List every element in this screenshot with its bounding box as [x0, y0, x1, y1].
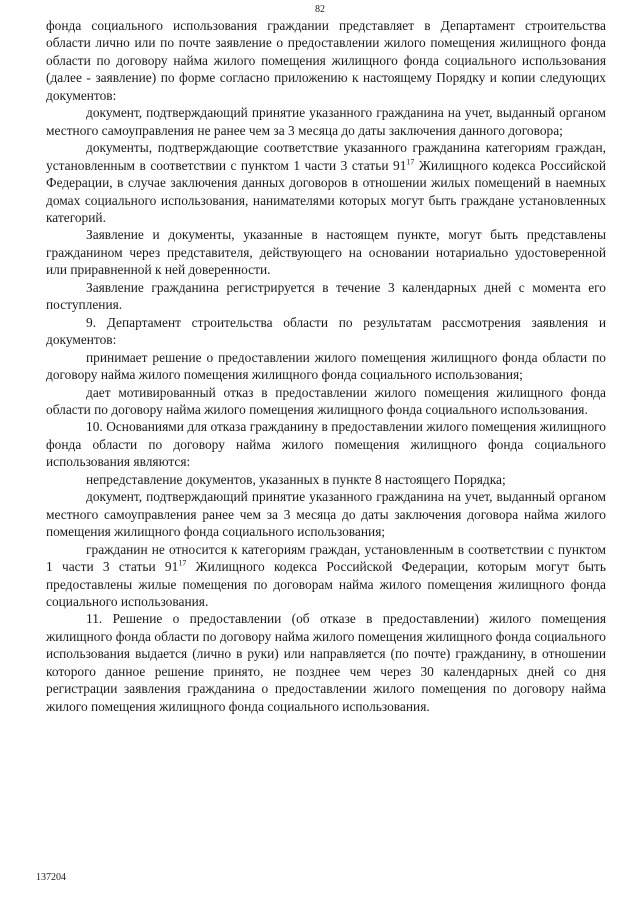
paragraph-2: документ, подтверждающий принятие указанного гражданина на учет, выданный органом местного самоуправления не ранее чем за 3 месяца до даты заключения данного договора; — [46, 105, 606, 138]
paragraph-3-part-b: Жилищного кодекса Российской Федерации, в случае заключения данных договоров в отношении жилых помещений в наемных домах социального использования, нанимателями которых могут быть граждане установленных категорий. — [46, 157, 607, 225]
paragraph-11: документ, подтверждающий принятие указанного гражданина на учет, выданный органом местного самоуправления ранее чем за 3 месяца до даты заключения договора найма жилого помещения жилищного фонда социального использования; — [46, 489, 606, 540]
paragraph-9: 10. Основаниями для отказа гражданину в предоставлении жилого помещения жилищного фонда области по договору найма жилого помещения жилищного фонда социального использования являются: — [46, 419, 606, 470]
paragraph-12-part-b: Жилищного кодекса Российской Федерации, которым могут быть предоставлены жилые помещения по договорам найма жилого помещения жилищного фонда социального использования. — [46, 559, 606, 609]
paragraph-8: дает мотивированный отказ в предоставлении жилого помещения жилищного фонда области по договору найма жилого помещения жилищного фонда социального использования. — [46, 384, 606, 417]
paragraph-6: 9. Департамент строительства области по результатам рассмотрения заявления и документов: — [46, 314, 606, 348]
paragraph-3-part-a: документы, подтверждающие соответствие указанного гражданина категориям граждан, установленным в соответствии с пунктом 1 части 3 статьи 91 — [46, 140, 606, 173]
document-body — [46, 17, 606, 715]
superscript-17: 17 — [178, 558, 187, 568]
paragraph-1: фонда социального использования граждании представляет в Департамент строительства области лично или по почте заявление о предоставлении жилого помещения жилищного фонда области по договору найма жилого помещения жилищного фонда социального использования (далее - заявление) по форме согласно приложению к настоящему Порядку и копии следующих документов: — [46, 18, 606, 103]
paragraph-12 — [46, 541, 606, 611]
paragraph-10: непредставление документов, указанных в пункте 8 настоящего Порядка; — [86, 471, 506, 487]
paragraph-13: 11. Решение о предоставлении (об отказе в предоставлении) жилого помещения жилищного фонда области по договору найма жилого помещения жилищного фонда социального использования выдается (лично в руки) или направляется (по почте) гражданину, в отношении которого данное решение принято, не позднее чем через 30 календарных дней со дня регистрации заявления гражданина о предоставлении жилого помещения по договору найма жилого помещения жилищного фонда социального использования. — [46, 611, 606, 714]
footer-document-code: 137204 — [36, 872, 66, 883]
paragraph-5: Заявление гражданина регистрируется в течение 3 календарных дней с момента его поступления. — [46, 279, 606, 313]
paragraph-12-part-a: гражданин не относится к категориям граждан, установленным в соответствии с пунктом 1 части 3 статьи 91 — [46, 541, 606, 575]
paragraph-4: Заявление и документы, указанные в настоящем пункте, могут быть представлены гражданином через представителя, действующего на основании нотариально удостоверенной или приравненной к ней доверенности. — [46, 227, 606, 278]
paragraph-3 — [46, 139, 606, 226]
paragraph-7: принимает решение о предоставлении жилого помещения жилищного фонда области по договору найма жилого помещения жилищного фонда социального использования; — [46, 349, 606, 383]
superscript-17: 17 — [406, 157, 415, 167]
page-number: 82 — [315, 4, 325, 15]
